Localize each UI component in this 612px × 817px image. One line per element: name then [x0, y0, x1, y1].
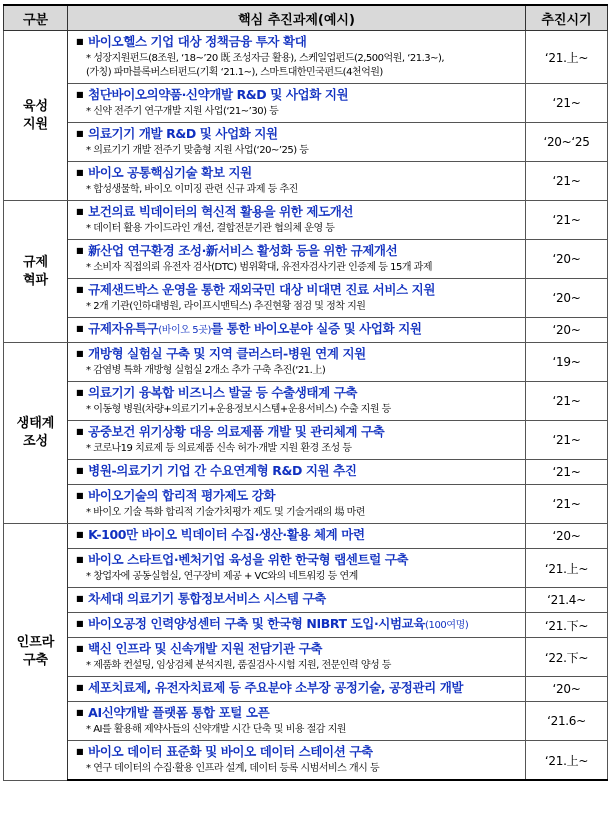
task-cell — [68, 84, 526, 123]
category-label: 조성 — [22, 434, 49, 449]
time-cell: ‘20~ — [526, 279, 608, 318]
task-title-text: 첨단바이오의약품·신약개발 R&D 및 사업화 지원 — [88, 87, 349, 102]
task-note: * 바이오 기술 특화 합리적 기술가치평가 제도 및 기술거래의 場 마련 — [76, 506, 521, 520]
task-cell — [68, 279, 526, 318]
task-row — [4, 588, 608, 613]
task-title — [76, 385, 521, 403]
time-cell: ‘21.上~ — [526, 741, 608, 781]
task-row — [4, 677, 608, 702]
task-cell — [68, 201, 526, 240]
time-cell: ‘20~ — [526, 524, 608, 549]
task-title-text: 차세대 의료기기 통합정보서비스 시스템 구축 — [88, 591, 326, 606]
task-row — [4, 240, 608, 279]
task-note: * 성장지원펀드(8조원, ‘18~’20 既 조성자금 활용), 스케일업펀드(2,500억원, ‘21.3~), — [76, 52, 521, 66]
task-row — [4, 613, 608, 638]
header-time: 추진시기 — [526, 5, 608, 31]
task-title-text: 바이오헬스 기업 대상 정책금융 투자 확대 — [88, 34, 307, 49]
task-title-text: 바이오기술의 합리적 평가제도 강화 — [88, 488, 276, 503]
task-title-text: 개방형 실험실 구축 및 지역 클러스터-병원 연계 지원 — [88, 346, 366, 361]
task-title — [76, 165, 521, 183]
category-label: 구축 — [22, 652, 49, 668]
task-row — [4, 638, 608, 677]
task-note: * 연구 데이터의 수집·활용 인프라 설계, 데이터 등록 시범서비스 개시 등 — [76, 762, 521, 776]
task-title — [76, 744, 521, 762]
task-cell — [68, 162, 526, 201]
task-cell — [68, 549, 526, 588]
task-note: * 이동형 병원(차량+의료기기+운용정보시스템+운용서비스) 수출 지원 등 — [76, 403, 521, 417]
task-row — [4, 123, 608, 162]
task-title-text: 新산업 연구환경 조성·新서비스 활성화 등을 위한 규제개선 — [88, 243, 398, 258]
task-row — [4, 279, 608, 318]
task-title — [76, 488, 521, 506]
task-title-rest: 를 통한 바이오분야 실증 및 사업화 지원 — [211, 321, 422, 336]
task-title-text: 바이오 데이터 표준화 및 바이오 데이터 스테이션 구축 — [88, 744, 373, 759]
task-cell — [68, 382, 526, 421]
task-row — [4, 382, 608, 421]
task-title — [76, 424, 521, 442]
task-note: * 창업자에 공동실험실, 연구장비 제공 + VC와의 네트워킹 등 연계 — [76, 570, 521, 584]
task-title — [76, 126, 521, 144]
task-note: * 데이터 활용 가이드라인 개선, 결합전문기관 협의체 운영 등 — [76, 222, 521, 236]
time-cell: ‘21~ — [526, 84, 608, 123]
task-note: * 제품화 컨설팅, 임상검체 분석지원, 품질검사·시험 지원, 전문인력 양성 등 — [76, 659, 521, 673]
task-note: * AI를 활용해 제약사들의 신약개발 시간 단축 및 비용 절감 지원 — [76, 723, 521, 737]
task-cell — [68, 421, 526, 460]
time-cell: ‘20~‘25 — [526, 123, 608, 162]
task-title — [76, 616, 521, 634]
category-label: 생태계 — [16, 416, 55, 431]
task-row — [4, 318, 608, 343]
category-cell — [4, 524, 68, 781]
time-cell: ‘21.上~ — [526, 549, 608, 588]
task-note: * 코로나19 치료제 등 의료제품 신속 허가·개발 지원 환경 조성 등 — [76, 442, 521, 456]
task-title-text: 의료기기 융복합 비즈니스 발굴 등 수출생태계 구축 — [88, 385, 358, 400]
task-note: (가칭) 파마블록버스터펀드(기획 ‘21.1~), 스마트대한민국펀드(4천억원) — [86, 67, 383, 78]
task-row — [4, 741, 608, 781]
time-cell: ‘21.4~ — [526, 588, 608, 613]
task-title — [76, 87, 521, 105]
task-row — [4, 201, 608, 240]
task-title-text: 의료기기 개발 R&D 및 사업화 지원 — [88, 126, 278, 141]
category-cell — [4, 31, 68, 201]
task-title-text: 세포치료제, 유전자치료제 등 주요분야 소부장 공정기술, 공정관리 개발 — [88, 680, 464, 695]
time-cell: ‘21.上~ — [526, 31, 608, 84]
task-row — [4, 460, 608, 485]
task-title — [76, 34, 521, 52]
task-row — [4, 343, 608, 382]
time-cell: ‘20~ — [526, 677, 608, 702]
task-title — [76, 680, 521, 698]
category-label: 인프라 — [16, 634, 55, 650]
task-title — [76, 346, 521, 364]
task-title-text: 백신 인프라 및 신속개발 지원 전담기관 구축 — [88, 641, 323, 656]
time-cell: ‘21~ — [526, 460, 608, 485]
header-category: 구분 — [4, 5, 68, 31]
task-note: * 2개 기관(인하대병원, 라이프시맨틱스) 추진현황 점검 및 정착 지원 — [76, 300, 521, 314]
task-title — [76, 552, 521, 570]
task-cell — [68, 460, 526, 485]
task-title-text: 바이오 스타트업·벤처기업 육성을 위한 한국형 랩센트럴 구축 — [88, 552, 409, 567]
time-cell: ‘20~ — [526, 318, 608, 343]
task-cell — [68, 588, 526, 613]
task-cell — [68, 240, 526, 279]
category-cell — [4, 343, 68, 524]
time-cell: ‘21~ — [526, 485, 608, 524]
time-cell: ‘21~ — [526, 162, 608, 201]
time-cell: ‘21.6~ — [526, 702, 608, 741]
task-title — [76, 527, 521, 545]
task-title — [76, 705, 521, 723]
task-title-text: 규제자유특구 — [88, 321, 159, 336]
task-title-text: K-100만 바이오 빅데이터 수집·생산·활용 체계 마련 — [88, 527, 365, 542]
task-cell — [68, 638, 526, 677]
task-title-text: 바이오공정 인력양성센터 구축 및 한국형 NIBRT 도입·시범교육 — [88, 616, 425, 631]
category-label: 육성 — [22, 98, 49, 114]
category-label: 혁파 — [22, 272, 49, 288]
task-title-note: (바이오 5곳) — [158, 325, 212, 336]
task-title-text: 공중보건 위기상황 대응 의료제품 개발 및 관리체계 구축 — [88, 424, 385, 439]
task-title-text: 보건의료 빅데이터의 혁신적 활용을 위한 제도개선 — [88, 204, 354, 219]
task-row — [4, 702, 608, 741]
task-row — [4, 524, 608, 549]
task-title — [76, 591, 521, 609]
time-cell: ‘21~ — [526, 421, 608, 460]
category-label: 규제 — [22, 254, 49, 270]
time-cell: ‘21.下~ — [526, 613, 608, 638]
task-cell — [68, 318, 526, 343]
task-title — [76, 243, 521, 261]
time-cell: ‘22.下~ — [526, 638, 608, 677]
task-title — [76, 204, 521, 222]
time-cell: ‘21~ — [526, 382, 608, 421]
roadmap-table — [3, 4, 608, 781]
time-cell: ‘21~ — [526, 201, 608, 240]
task-title-text: 바이오 공통핵심기술 확보 지원 — [88, 165, 252, 180]
task-cell — [68, 343, 526, 382]
task-cell — [68, 613, 526, 638]
category-label: 지원 — [22, 116, 49, 132]
task-row — [4, 84, 608, 123]
task-title — [76, 282, 521, 300]
task-row — [4, 421, 608, 460]
task-cell — [68, 485, 526, 524]
task-note: * 의료기기 개발 전주기 맞춤형 지원 사업(‘20~’25) 등 — [76, 144, 521, 158]
task-cell — [68, 31, 526, 84]
category-cell — [4, 201, 68, 343]
task-cell — [68, 123, 526, 162]
task-title — [76, 321, 521, 339]
task-note: * 감염병 특화 개방형 실험실 2개소 추가 구축 추진(‘21.上) — [76, 364, 521, 378]
time-cell: ‘20~ — [526, 240, 608, 279]
task-cell — [68, 524, 526, 549]
task-cell — [68, 702, 526, 741]
task-cell — [68, 741, 526, 781]
header-task: 핵심 추진과제(예시) — [68, 5, 526, 31]
task-title-text: AI신약개발 플랫폼 통합 포털 오픈 — [88, 705, 270, 720]
task-note: * 합성생물학, 바이오 이미징 관련 신규 과제 등 추진 — [76, 183, 521, 197]
task-title — [76, 641, 521, 659]
task-title-text: 규제샌드박스 운영을 통한 재외국민 대상 비대면 진료 서비스 지원 — [88, 282, 436, 297]
task-title-note: (100여명) — [425, 620, 469, 631]
task-note: * 소비자 직접의뢰 유전자 검사(DTC) 범위확대, 유전자검사기관 인증제 등 15개 과제 — [76, 261, 521, 275]
time-cell: ‘19~ — [526, 343, 608, 382]
task-title — [76, 463, 521, 481]
task-row — [4, 549, 608, 588]
task-title-text: 병원-의료기기 기업 간 수요연계형 R&D 지원 추진 — [88, 463, 357, 478]
task-note: * 신약 전주기 연구개발 지원 사업(‘21~’30) 등 — [76, 105, 521, 119]
task-cell — [68, 677, 526, 702]
task-row — [4, 31, 608, 84]
table-body — [4, 31, 608, 781]
task-row — [4, 485, 608, 524]
task-row — [4, 162, 608, 201]
